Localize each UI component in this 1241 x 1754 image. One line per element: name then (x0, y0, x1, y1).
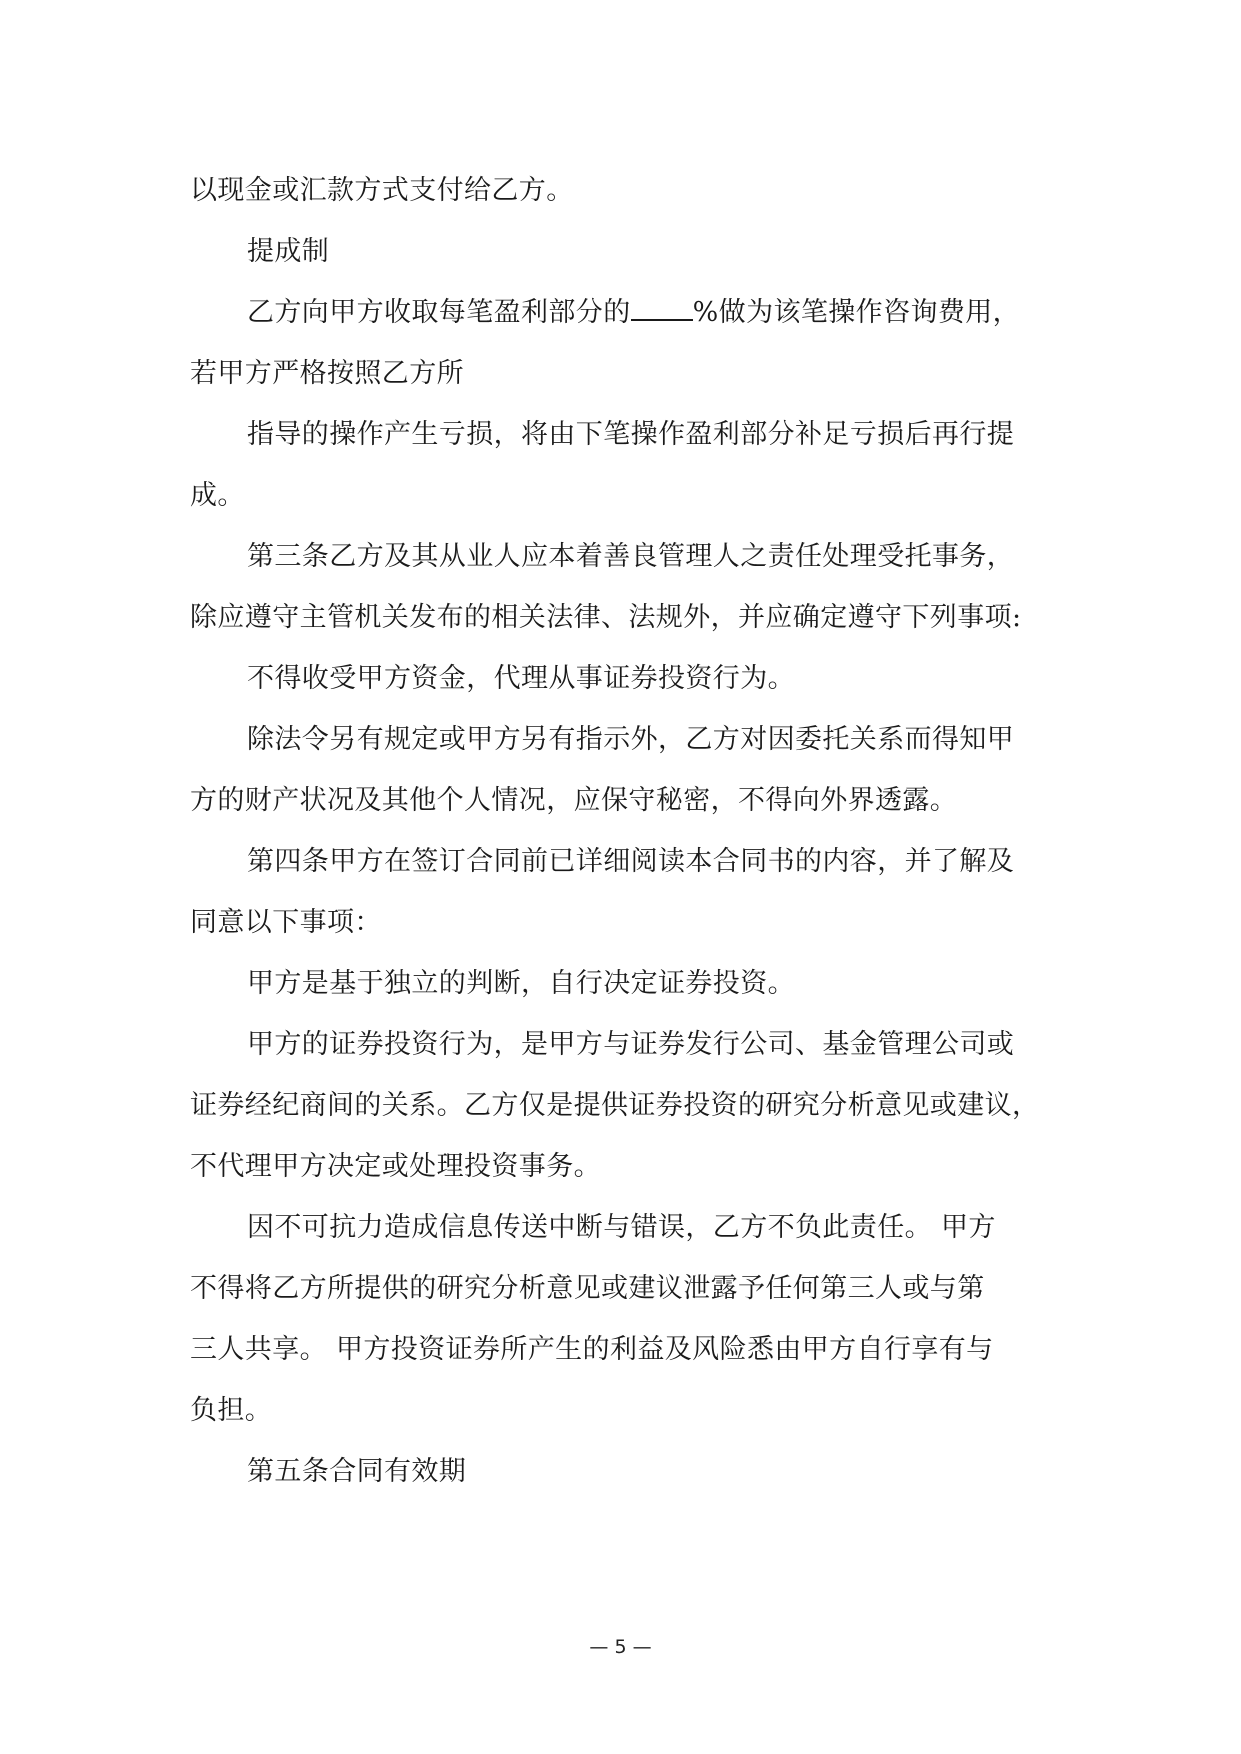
article-three-line: 第三条乙方及其从业人应本着善良管理人之责任处理受托事务， (247, 541, 1015, 572)
paragraph-line: 三人共享。 甲方投资证券所产生的利益及风险悉由甲方自行享有与 (190, 1334, 994, 1365)
document-body (190, 160, 1052, 1502)
paragraph-line: 负担。 (190, 1395, 273, 1426)
article-four-line: 第四条甲方在签订合同前已详细阅读本合同书的内容，并了解及 (247, 846, 1015, 877)
paragraph-line: 甲方是基于独立的判断，自行决定证券投资。 (247, 968, 795, 999)
paragraph-line: 除法令另有规定或甲方另有指示外，乙方对因委托关系而得知甲 (247, 724, 1015, 755)
paragraph-line: 指导的操作产生亏损，将由下笔操作盈利部分补足亏损后再行提 (247, 419, 1015, 450)
paragraph-line: 不代理甲方决定或处理投资事务。 (190, 1151, 601, 1182)
paragraph-line: 不得将乙方所提供的研究分析意见或建议泄露予任何第三人或与第 (190, 1273, 985, 1304)
line-text: 乙方向甲方收取每笔盈利部分的 (247, 297, 631, 328)
paragraph-line: 同意以下事项： (190, 907, 382, 938)
paragraph-line: 若甲方严格按照乙方所 (190, 358, 464, 389)
fill-in-blank (631, 297, 693, 321)
paragraph-line: 因不可抗力造成信息传送中断与错误，乙方不负此责任。 甲方 (247, 1212, 996, 1243)
paragraph-line: 成。 (190, 480, 245, 511)
paragraph-line: 不得收受甲方资金，代理从事证券投资行为。 (247, 663, 795, 694)
paragraph-line: 除应遵守主管机关发布的相关法律、法规外，并应确定遵守下列事项: (190, 602, 1022, 633)
paragraph-line: 证券经纪商间的关系。乙方仅是提供证券投资的研究分析意见或建议， (190, 1090, 1040, 1121)
article-five-heading: 第五条合同有效期 (247, 1456, 467, 1487)
page-number: — 5 — (589, 1636, 652, 1658)
line-text: %做为该笔操作咨询费用， (692, 297, 1021, 328)
paragraph-line: 方的财产状况及其他个人情况，应保守秘密，不得向外界透露。 (190, 785, 958, 816)
paragraph-line: 甲方的证券投资行为，是甲方与证券发行公司、基金管理公司或 (247, 1029, 1015, 1060)
section-heading-commission: 提成制 (247, 236, 330, 267)
paragraph-line-with-blank (190, 282, 1052, 343)
paragraph-line: 以现金或汇款方式支付给乙方。 (190, 175, 574, 206)
